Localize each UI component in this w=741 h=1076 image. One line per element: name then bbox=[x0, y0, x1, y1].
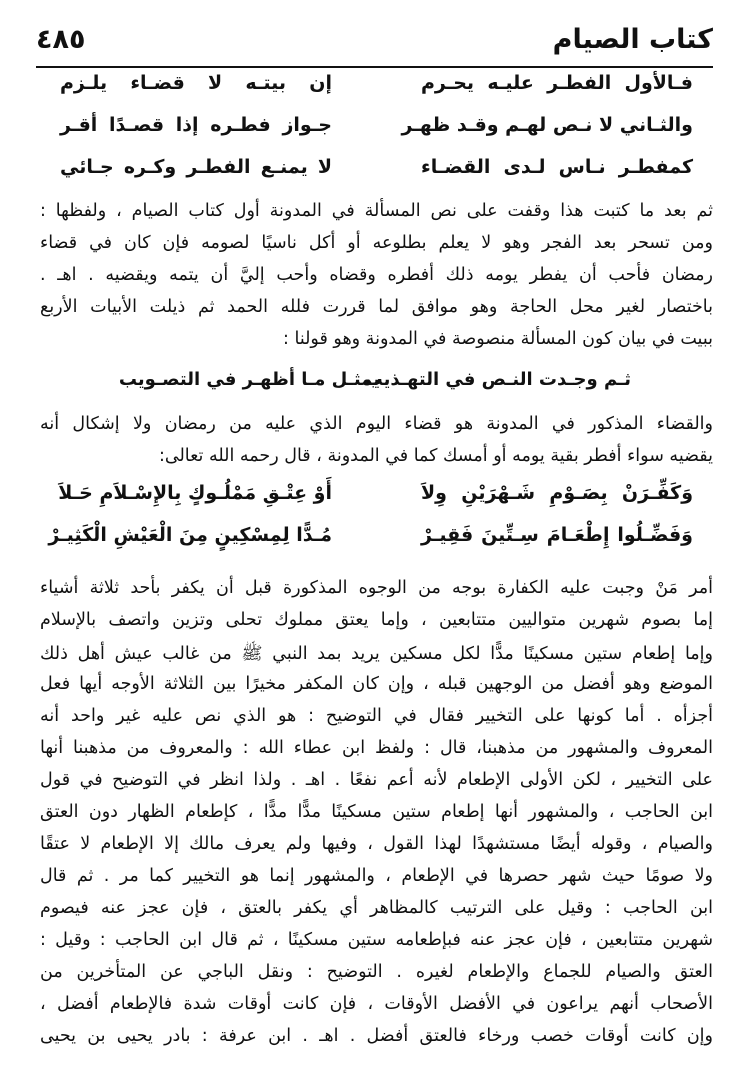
verse-line bbox=[48, 524, 693, 562]
text-line: شهرين متتابعين ، فإن عجز عنه فبإطعامه ستين مسكينًا ، ثم قال ابن الحاجب : وقيل : bbox=[40, 930, 713, 950]
text-line: وإما إطعام ستين مسكينًا مدًّا لكل مسكين يريد بمد النبي ﷺ من غالب عيش أهل ذلك bbox=[40, 644, 713, 664]
verse-first-hemistich: والثـاني لا نـص لهـم وقـد ظهـر bbox=[401, 114, 693, 136]
verse-second-hemistich: إن بيتـه لا قضـاء يلـزم bbox=[60, 72, 332, 94]
verse-first-hemistich: وَكَفِّـرَنْ بِصَـوْمِ شَـهْرَيْنِ وِلاَ bbox=[421, 482, 693, 504]
verse-line bbox=[60, 482, 693, 520]
verse-line bbox=[60, 156, 693, 194]
text-line: العتق والصيام للجماع والإطعام لغيره . التوضيح : ونقل الباجي عن المتأخرين من bbox=[40, 962, 713, 982]
text-line: الموضع وهو أفضل من الوجهين قبله ، وإن كان المكفر مخيرًا بين الثلاثة الأوجه أيها فعل bbox=[40, 674, 713, 694]
verse-line bbox=[60, 114, 693, 152]
verse-first-hemistich: فـالأول الفطـر عليـه يحـرم bbox=[421, 72, 693, 94]
verse-second-hemistich: يمثـل مـا أظهـر في التصـويب bbox=[118, 369, 380, 390]
text-line: يقضيه سواء أفطر بقية يومه أو أمسك كما في المدونة ، قال رحمه الله تعالى: bbox=[158, 446, 713, 466]
page-number: ٤٨٥ bbox=[36, 24, 86, 55]
verse-second-hemistich: لا يمنـع الفطـر وكـره جـائي bbox=[60, 156, 332, 178]
verse-line bbox=[60, 72, 693, 110]
text-line: ومن تسحر بعد الفجر وهو لا يعلم بطلوعه أو أكل ناسيًا لصومه فإن كان في قضاء bbox=[40, 233, 713, 253]
verse-second-hemistich: جـواز فطـره إذا قصـدًا أقـر bbox=[60, 114, 332, 136]
verse-first-hemistich: ثـم وجـدت النـص في التهـذيب bbox=[364, 369, 631, 390]
verse-first-hemistich: كمفطـر نـاس لـدى القضـاء bbox=[421, 156, 693, 178]
verse-line bbox=[118, 369, 631, 401]
verse-second-hemistich: أَوْ عِتْـقِ مَمْلُـوكٍ بِالإِسْـلاَمِ حَـلاَ bbox=[58, 482, 332, 504]
text-line: والصيام ، وقوله أيضًا مستشهدًا لهذا القول ، وفيها ولم يعرف مالك إلا الإطعام لا عتقًا bbox=[40, 834, 713, 854]
verse-first-hemistich: وَفَضِّـلُوا إِطْعَـامَ سِـتِّينَ فَقِيـرْ bbox=[421, 524, 693, 546]
text-line: أمر مَنْ وجبت عليه الكفارة بوجه من الوجوه المذكورة قبل أن يكفر بأحد ثلاثة أشياء bbox=[40, 578, 713, 598]
text-line: إما بصوم شهرين متواليين متتابعين ، وإما يعتق مملوك تحلى وتزين واتصف بالإسلام bbox=[40, 610, 713, 630]
text-line: الأصحاب أنهم يراعون في الأفضل الأوقات ، فإن كانت أوقات شدة فالإطعام أفضل ، bbox=[40, 994, 713, 1014]
text-line: ببيت في بيان كون المسألة منصوصة في المدونة وهو قولنا : bbox=[283, 329, 713, 349]
text-line: والقضاء المذكور في المدونة هو قضاء اليوم الذي عليه من رمضان ولا إشكال أنه bbox=[40, 414, 713, 434]
verse-second-hemistich: مُـدًّا لِمِسْكِينٍ مِنَ الْعَيْشِ الْكَثِيـرْ bbox=[48, 524, 332, 546]
text-line: باختصار لغير محل الحاجة وهو موافق لما قررت فلله الحمد ثم ذيلت الأبيات الأربع bbox=[40, 297, 713, 317]
text-line: ولا صومًا حيث شهر حصرها في الإطعام ، والمشهور إنما هو التخيير كما مر . ثم قال bbox=[40, 866, 713, 886]
text-line: ثم بعد ما كتبت هذا وقفت على نص المسألة في المدونة أول كتاب الصيام ، ولفظها : bbox=[40, 201, 713, 221]
text-line: ابن الحاجب : وقيل على الترتيب كالمظاهر أي يكفر بالعتق ، فإن عجز عنه فيصوم bbox=[40, 898, 713, 918]
book-title: كتاب الصيام bbox=[552, 24, 713, 55]
text-line: المعروف والمشهور من مذهبنا، قال : ولفظ ابن عطاء الله : والمعروف من مذهبنا أنها bbox=[40, 738, 713, 758]
text-line: أجزأه . أما كونها على التخيير فقال في التوضيح : هو الذي نص عليه غير واحد أنه bbox=[40, 706, 713, 726]
text-line: وإن كانت أوقات خصب ورخاء فالعتق أفضل . اهـ . ابن عرفة : بادر يحيى بن يحيى bbox=[40, 1026, 713, 1046]
text-line: ابن الحاجب ، والمشهور أنها إطعام ستين مسكينًا مدًّا مدًّا ، كإطعام الظهار دون العتق bbox=[40, 802, 713, 822]
text-line: رمضان فأحب أن يفطر يومه ذلك أفطره وقضاه وأحب إليَّ أن يتمه ويقضيه . اهـ . bbox=[40, 265, 713, 285]
page-header bbox=[36, 22, 713, 68]
text-line: على التخيير ، لكن الأولى الإطعام لأنه أعم نفعًا . اهـ . ولذا انظر في التوضيح في قول bbox=[40, 770, 713, 790]
